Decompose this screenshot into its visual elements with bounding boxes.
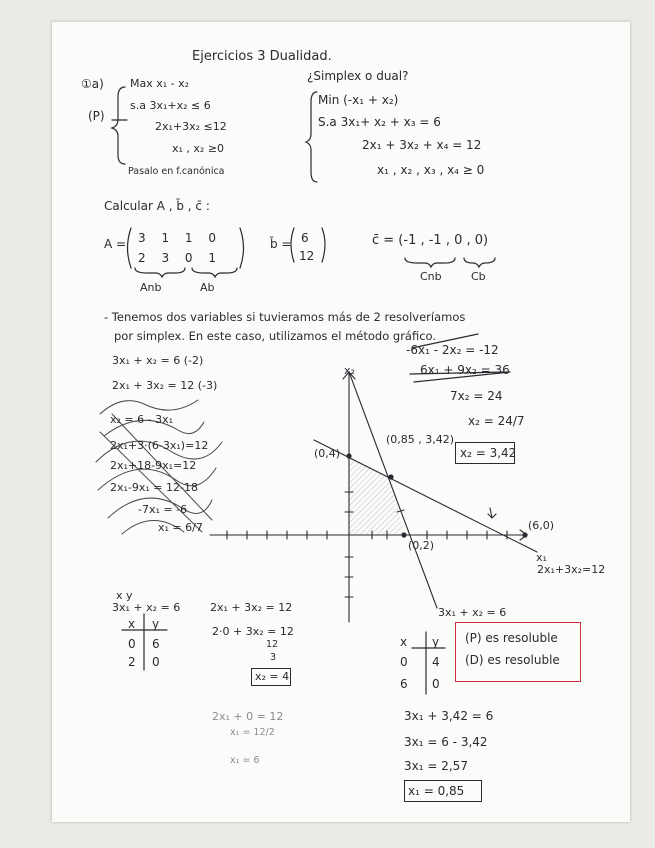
eq-1: 3x₁ + x₂ = 6 (-2) — [112, 354, 204, 367]
mid-frac-num: 12 — [266, 639, 279, 650]
table1-r1-x: 0 — [128, 637, 136, 651]
cnb-label: Cnb — [420, 270, 442, 283]
canonical-nonneg: x₁ , x₂ , x₃ , x₄ ≥ 0 — [377, 163, 485, 177]
table1-r2-x: 2 — [128, 655, 136, 669]
matrix-a-label: A = — [104, 237, 127, 251]
mid-frac-den: 3 — [270, 652, 277, 663]
eq-2: 2x₁ + 3x₂ = 12 (-3) — [112, 379, 218, 392]
primal-constraint-1: s.a 3x₁+x₂ ≤ 6 — [130, 99, 211, 112]
primal-objective: Max x₁ - x₂ — [130, 77, 190, 90]
canonical-constraint-1: S.a 3x₁+ x₂ + x₃ = 6 — [318, 115, 441, 129]
table1-r1-y: 6 — [152, 637, 160, 651]
exercise-label: ①a) — [81, 77, 104, 91]
matrix-a-row-1: 3 1 1 0 — [138, 231, 216, 245]
table1-col-x: x — [128, 617, 136, 631]
scratch-2: 2x₁+3·(6-3x₁)=12 — [110, 439, 209, 452]
table2-r2-y: 0 — [432, 677, 440, 691]
point-6-0 — [522, 532, 527, 537]
table2-r1-x: 0 — [400, 655, 408, 669]
table1-col-y: y — [152, 617, 160, 631]
mid-result: x₂ = 4 — [255, 670, 290, 683]
question: ¿Simplex o dual? — [307, 69, 409, 83]
table1-xy-header: x y — [116, 589, 133, 602]
axis-x2-label: x₂ — [344, 364, 355, 377]
canonical-objective: Min (-x₁ + x₂) — [318, 93, 399, 107]
scratch-3: 2x₁+18-9x₁=12 — [110, 459, 197, 472]
ab-label: Ab — [200, 281, 215, 294]
label-line-2: 2x₁+3x₂=12 — [537, 563, 606, 576]
table2-col-x: x — [400, 635, 408, 649]
vector-b-1: 6 — [301, 231, 309, 245]
elim-2: 6x₁ + 9x₂ = 36 — [420, 363, 510, 377]
anb-label: Anb — [140, 281, 162, 294]
table2-col-y: y — [432, 635, 440, 649]
primal-nonneg: x₁ , x₂ ≥0 — [172, 142, 225, 155]
elim-result: x₂ = 3,42 — [460, 446, 517, 460]
primal-label: (P) — [88, 109, 105, 123]
mid-eq-5: x₁ = 6 — [230, 755, 260, 766]
vector-b-label: b̄ = — [270, 237, 292, 251]
solve-2: 3x₁ = 6 - 3,42 — [404, 735, 488, 749]
scratch-4: 2x₁-9x₁ = 12-18 — [110, 481, 198, 494]
solve-result: x₁ = 0,85 — [408, 784, 465, 798]
mid-eq-3: 2x₁ + 0 = 12 — [212, 710, 284, 723]
primal-constraint-2: 2x₁+3x₂ ≤12 — [155, 120, 227, 133]
table1-eq: 3x₁ + x₂ = 6 — [112, 601, 181, 614]
point-2-0 — [401, 532, 406, 537]
label-point-0-85: (0,85 , 3,42) — [386, 433, 455, 446]
mid-eq-2: 2·0 + 3x₂ = 12 — [212, 625, 294, 638]
point-0-85-3-42 — [388, 474, 393, 479]
solve-1: 3x₁ + 3,42 = 6 — [404, 709, 494, 723]
notebook-page — [52, 22, 630, 822]
conclusion-dual: (D) es resoluble — [465, 653, 560, 667]
table2-r1-y: 4 — [432, 655, 440, 669]
label-line-1: 3x₁ + x₂ = 6 — [438, 606, 507, 619]
explanation-line-1: - Tenemos dos variables si tuvieramos más de 2 resolveríamos — [104, 310, 466, 324]
axis-x1-label: x₁ — [536, 551, 547, 564]
cb-label: Cb — [471, 270, 486, 283]
table1-r2-y: 0 — [152, 655, 160, 669]
primal-note: Pasalo en f.canónica — [128, 166, 225, 177]
feasible-region — [349, 456, 404, 535]
vector-b-2: 12 — [299, 249, 315, 263]
calcular-label: Calcular A , b̄ , c̄ : — [104, 199, 210, 213]
page-title: Ejercicios 3 Dualidad. — [192, 49, 332, 64]
table2-r2-x: 6 — [400, 677, 408, 691]
label-point-2-0: (0,2) — [408, 539, 435, 552]
vector-c: c̄ = (-1 , -1 , 0 , 0) — [372, 233, 489, 248]
scratch-6: x₁ = 6/7 — [158, 521, 203, 534]
scratch-5: -7x₁ = -6 — [138, 503, 188, 516]
elim-3: 7x₂ = 24 — [450, 389, 503, 403]
canonical-constraint-2: 2x₁ + 3x₂ + x₄ = 12 — [362, 138, 482, 152]
label-point-0-4: (0,4) — [314, 447, 341, 460]
label-point-6-0: (6,0) — [528, 519, 555, 532]
solve-3: 3x₁ = 2,57 — [404, 759, 468, 773]
conclusion-primal: (P) es resoluble — [465, 631, 558, 645]
matrix-a-row-2: 2 3 0 1 — [138, 251, 216, 265]
mid-eq-4: x₁ = 12/2 — [230, 727, 275, 738]
elim-1: -6x₁ - 2x₂ = -12 — [406, 343, 499, 357]
point-0-4 — [346, 453, 351, 458]
scratch-1: x₂ = 6 - 3x₁ — [110, 413, 174, 426]
mid-eq-1: 2x₁ + 3x₂ = 12 — [210, 601, 293, 614]
elim-4: x₂ = 24/7 — [468, 414, 525, 428]
explanation-line-2: por simplex. En este caso, utilizamos el método gráfico. — [114, 329, 437, 343]
